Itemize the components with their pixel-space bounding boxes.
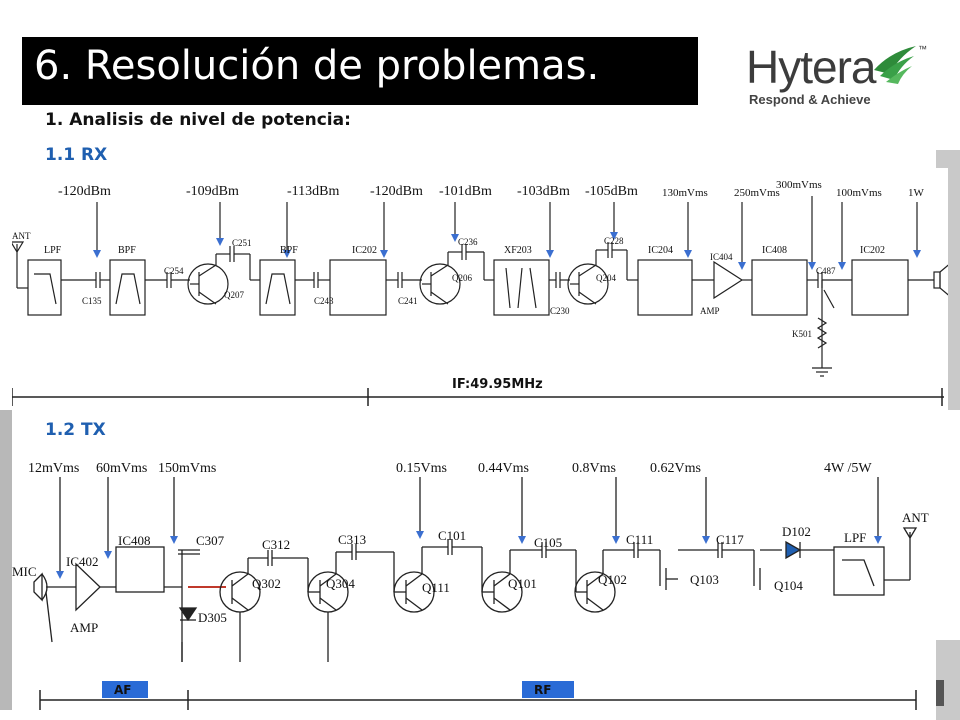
logo-wings-icon xyxy=(872,44,918,86)
tx-level-label: 0.8Vms xyxy=(572,461,616,476)
tx-part-label: Q304 xyxy=(326,576,355,591)
title-bar xyxy=(22,37,698,105)
tx-part-label: AMP xyxy=(70,620,99,635)
tx-part-label: C105 xyxy=(534,535,563,550)
rx-block-label: IC408 xyxy=(762,245,787,256)
rx-part-label: Q204 xyxy=(596,273,616,283)
tx-part-label: Q102 xyxy=(598,572,627,587)
tx-part-label: C307 xyxy=(196,533,225,548)
rx-part-label: C228 xyxy=(604,236,624,246)
rx-level-label: -120dBm xyxy=(370,184,423,199)
tx-part-label: LPF xyxy=(844,530,867,545)
rx-part-label: Q206 xyxy=(452,273,472,283)
tx-part-label: C312 xyxy=(262,537,291,552)
rx-part-label: C254 xyxy=(164,266,184,276)
rx-part-label: K501 xyxy=(792,329,812,339)
rf-band-label: RF xyxy=(534,683,552,697)
tx-level-label: 4W /5W xyxy=(824,461,872,476)
tx-heading: 1.2 TX xyxy=(45,420,106,440)
page-title: 6. Resolución de problemas. xyxy=(34,43,600,89)
left-edge-strip xyxy=(0,410,12,710)
tx-part-label: Q104 xyxy=(774,578,803,593)
rx-part-label: AMP xyxy=(700,306,720,316)
rx-part-label: C241 xyxy=(398,296,418,306)
logo-wordmark: Hytera xyxy=(746,41,876,93)
tx-part-label: C313 xyxy=(338,532,367,547)
tx-part-label: Q103 xyxy=(690,572,719,587)
rx-level-label: 100mVms xyxy=(836,187,882,199)
rx-heading: 1.1 RX xyxy=(45,145,108,165)
rx-level-label: 300mVms xyxy=(776,179,822,191)
rx-level-label: -113dBm xyxy=(287,184,340,199)
logo-tagline: Respond & Achieve xyxy=(749,92,871,107)
tx-block-diagram xyxy=(12,452,936,720)
rx-part-label: C251 xyxy=(232,238,252,248)
tx-level-label: 60mVms xyxy=(96,461,148,476)
rx-block-label: BPF xyxy=(118,245,136,256)
tx-level-label: 150mVms xyxy=(158,461,217,476)
tx-part-label: C111 xyxy=(626,532,654,547)
tx-level-label: 12mVms xyxy=(28,461,80,476)
rx-part-label: C230 xyxy=(550,306,570,316)
rx-level-label: 130mVms xyxy=(662,187,708,199)
rx-block-label: IC202 xyxy=(352,245,377,256)
tx-level-label: 0.44Vms xyxy=(478,461,529,476)
rx-part-label: IC404 xyxy=(710,252,733,262)
rx-part-label: C487 xyxy=(816,266,836,276)
tx-part-label: IC402 xyxy=(66,554,99,569)
rx-block-label: IC202 xyxy=(860,245,885,256)
rx-level-label: 250mVms xyxy=(734,187,780,199)
rx-level-label: 1W xyxy=(908,187,924,199)
hytera-logo xyxy=(746,30,936,120)
rx-part-label: Q207 xyxy=(224,290,244,300)
tx-part-label: IC408 xyxy=(118,533,151,548)
rx-part-label: C243 xyxy=(314,296,334,306)
rx-part-label: C236 xyxy=(458,237,478,247)
rx-part-label: ANT xyxy=(12,231,31,241)
tx-level-label: 0.62Vms xyxy=(650,461,701,476)
tx-part-label: Q101 xyxy=(508,576,537,591)
rx-level-label: -103dBm xyxy=(517,184,570,199)
tx-part-label: C117 xyxy=(716,532,744,547)
trademark-mark: ™ xyxy=(918,44,927,54)
tx-part-label: D102 xyxy=(782,524,811,539)
rx-level-label: -101dBm xyxy=(439,184,492,199)
rx-level-label: -120dBm xyxy=(58,184,111,199)
rx-level-label: -109dBm xyxy=(186,184,239,199)
tx-level-label: 0.15Vms xyxy=(396,461,447,476)
rx-block-label: XF203 xyxy=(504,245,532,256)
tx-part-label: Q111 xyxy=(422,580,450,595)
tx-part-label: D305 xyxy=(198,610,227,625)
tx-part-label: MIC xyxy=(12,564,37,579)
tx-part-label: Q302 xyxy=(252,576,281,591)
rx-part-label: C135 xyxy=(82,296,102,306)
rx-block-label: BPF xyxy=(280,245,298,256)
af-band-label: AF xyxy=(114,683,132,697)
rx-block-label: LPF xyxy=(44,245,62,256)
tx-part-label: ANT xyxy=(902,510,929,525)
rx-block-label: IC204 xyxy=(648,245,673,256)
if-frequency-label: IF:49.95MHz xyxy=(452,377,543,392)
rx-level-label: -105dBm xyxy=(585,184,638,199)
rx-block-diagram xyxy=(12,168,948,413)
tx-part-label: C101 xyxy=(438,528,467,543)
section-subtitle: 1. Analisis de nivel de potencia: xyxy=(45,110,351,130)
